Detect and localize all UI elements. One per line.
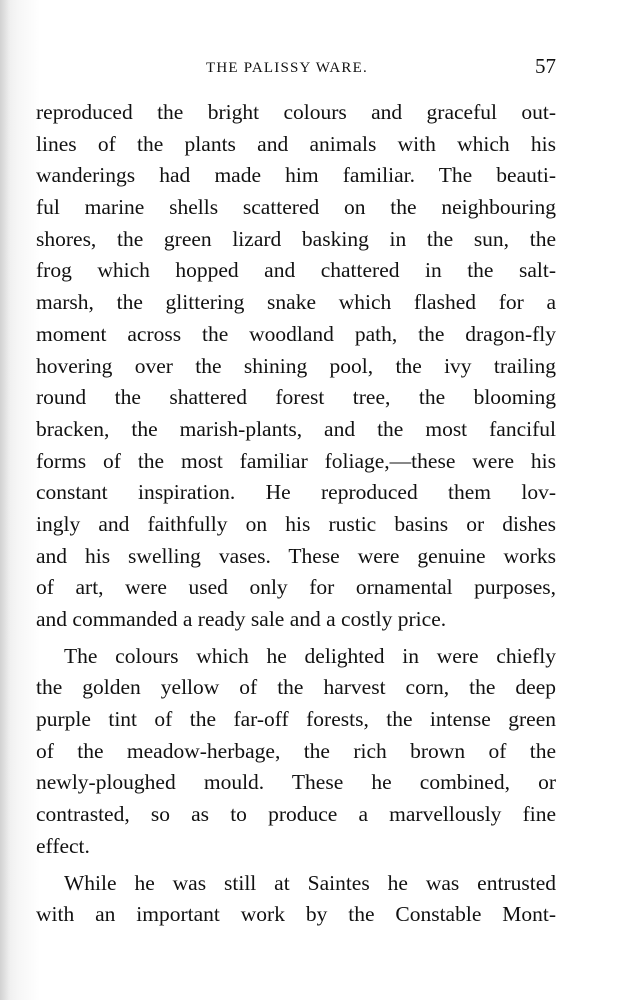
text-line: reproduced the bright colours and graceful out-: [36, 100, 556, 124]
paragraph-3: [36, 868, 556, 931]
text-line: bracken, the marish-plants, and the most fanciful: [36, 416, 556, 441]
text-line: purple tint of the far-off forests, the intense green: [36, 707, 556, 732]
text-line: hovering over the shining pool, the ivy trailing: [36, 353, 556, 378]
text-line: newly-ploughed mould. These he combined, or: [36, 770, 556, 795]
text-line: and his swelling vases. These were genuine works: [36, 543, 556, 568]
text-line: lines of the plants and animals with which his: [36, 131, 556, 156]
text-line: ful marine shells scattered on the neighbouring: [36, 195, 556, 220]
text-line: frog which hopped and chattered in the salt-: [36, 258, 556, 283]
text-line: ingly and faithfully on his rustic basins or dishes: [36, 511, 556, 536]
text-line: effect.: [36, 833, 90, 858]
text-line: of art, were used only for ornamental purposes,: [36, 575, 556, 600]
text-line: marsh, the glittering snake which flashed for a: [36, 290, 556, 315]
paragraph-1: [36, 97, 556, 636]
text-line: and commanded a ready sale and a costly price.: [36, 607, 447, 631]
body-text: [36, 97, 556, 931]
text-line: While he was still at Saintes he was entrusted: [64, 870, 556, 895]
running-head: THE PALISSY WARE.: [206, 60, 368, 76]
text-line: The colours which he delighted in were chiefly: [64, 643, 556, 668]
text-line: with an important work by the Constable Mont-: [36, 902, 556, 927]
page-number: 57: [535, 54, 556, 78]
text-line: wanderings had made him familiar. The beauti-: [36, 163, 556, 188]
page-header: [36, 54, 556, 84]
text-line: the golden yellow of the harvest corn, the deep: [36, 675, 556, 700]
text-line: of the meadow-herbage, the rich brown of the: [36, 738, 556, 763]
paragraph-2: [36, 641, 556, 863]
text-line: contrasted, so as to produce a marvellously fine: [36, 802, 556, 827]
text-line: constant inspiration. He reproduced them lov-: [36, 480, 556, 505]
text-line: shores, the green lizard basking in the sun, the: [36, 226, 556, 251]
text-line: moment across the woodland path, the dragon-fly: [36, 321, 556, 346]
gutter-shadow: [0, 0, 10, 1000]
text-line: round the shattered forest tree, the blooming: [36, 385, 556, 410]
text-line: forms of the most familiar foliage,—these were his: [36, 448, 556, 473]
